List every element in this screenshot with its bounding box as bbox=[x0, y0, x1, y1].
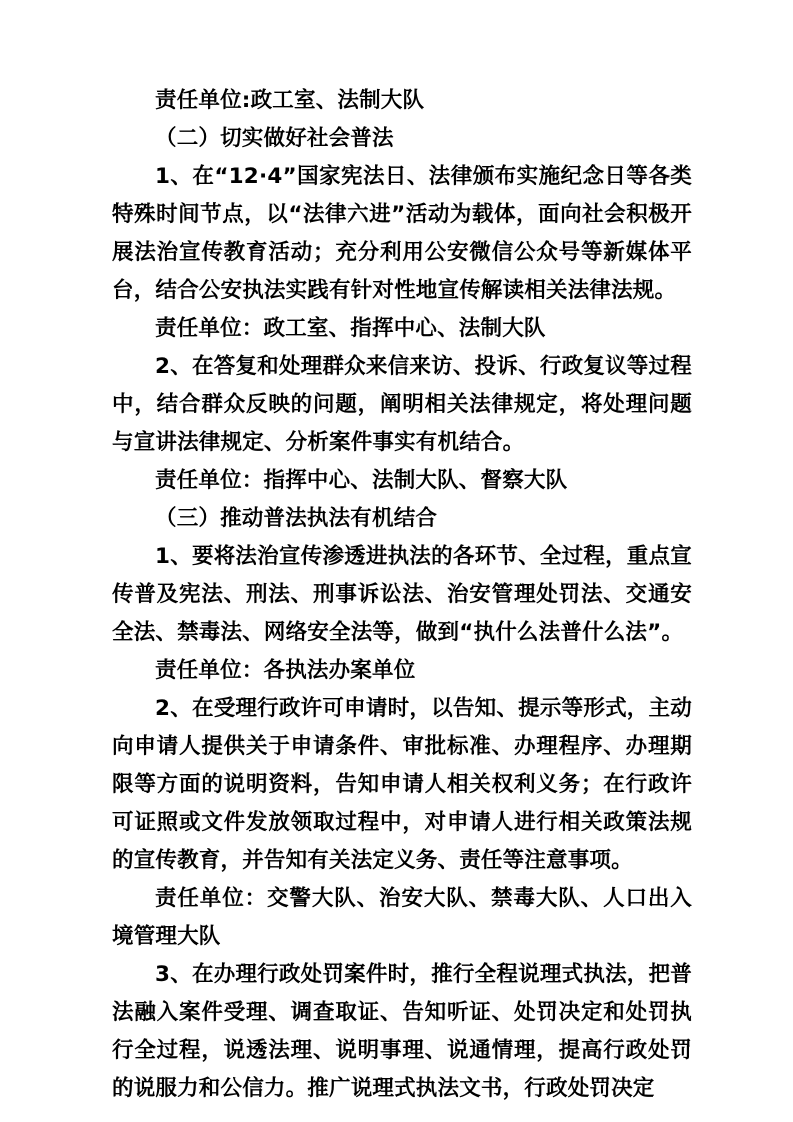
paragraph-section-heading-3: （三）推动普法执法有机结合 bbox=[155, 506, 438, 531]
paragraph-resp-unit-2: 责任单位：政工室、指挥中心、法制大队 bbox=[155, 316, 546, 341]
paragraph-section-heading-2: （二）切实做好社会普法 bbox=[155, 126, 394, 151]
paragraph-resp-unit-5: 责任单位：交警大队、治安大队、禁毒大队、人口出入境管理大队 bbox=[112, 886, 692, 949]
paragraph-resp-unit-4: 责任单位：各执法办案单位 bbox=[155, 658, 416, 683]
paragraph-item-2-2: 2、在答复和处理群众来信来访、投诉、行政复议等过程中，结合群众反映的问题，阐明相关法律规定，将处理问题与宣讲法律规定、分析案件事实有机结合。 bbox=[112, 354, 692, 455]
document-body bbox=[112, 82, 692, 1108]
paragraph-item-3-1: 1、要将法治宣传渗透进执法的各环节、全过程，重点宣传普及宪法、刑法、刑事诉讼法、治安管理处罚法、交通安全法、禁毒法、网络安全法等，做到“执什么法普什么法”。 bbox=[112, 544, 692, 645]
paragraph-item-3-3: 3、在办理行政处罚案件时，推行全程说理式执法，把普法融入案件受理、调查取证、告知听证、处罚决定和处罚执行全过程，说透法理、说明事理、说通情理，提高行政处罚的说服力和公信力。推广说理式执法文书，行政处罚决定 bbox=[112, 962, 692, 1101]
paragraph-resp-unit-1: 责任单位:政工室、法制大队 bbox=[155, 88, 425, 113]
paragraph-item-2-1: 1、在“12·4”国家宪法日、法律颁布实施纪念日等各类特殊时间节点，以“法律六进”活动为载体，面向社会积极开展法治宣传教育活动；充分利用公安微信公众号等新媒体平台，结合公安执法实践有针对性地宣传解读相关法律法规。 bbox=[112, 164, 692, 303]
paragraph-resp-unit-3: 责任单位：指挥中心、法制大队、督察大队 bbox=[155, 468, 568, 493]
paragraph-item-3-2: 2、在受理行政许可申请时，以告知、提示等形式，主动向申请人提供关于申请条件、审批标准、办理程序、办理期限等方面的说明资料，告知申请人相关权利义务；在行政许可证照或文件发放领取过程中，对申请人进行相关政策法规的宣传教育，并告知有关法定义务、责任等注意事项。 bbox=[112, 696, 692, 873]
